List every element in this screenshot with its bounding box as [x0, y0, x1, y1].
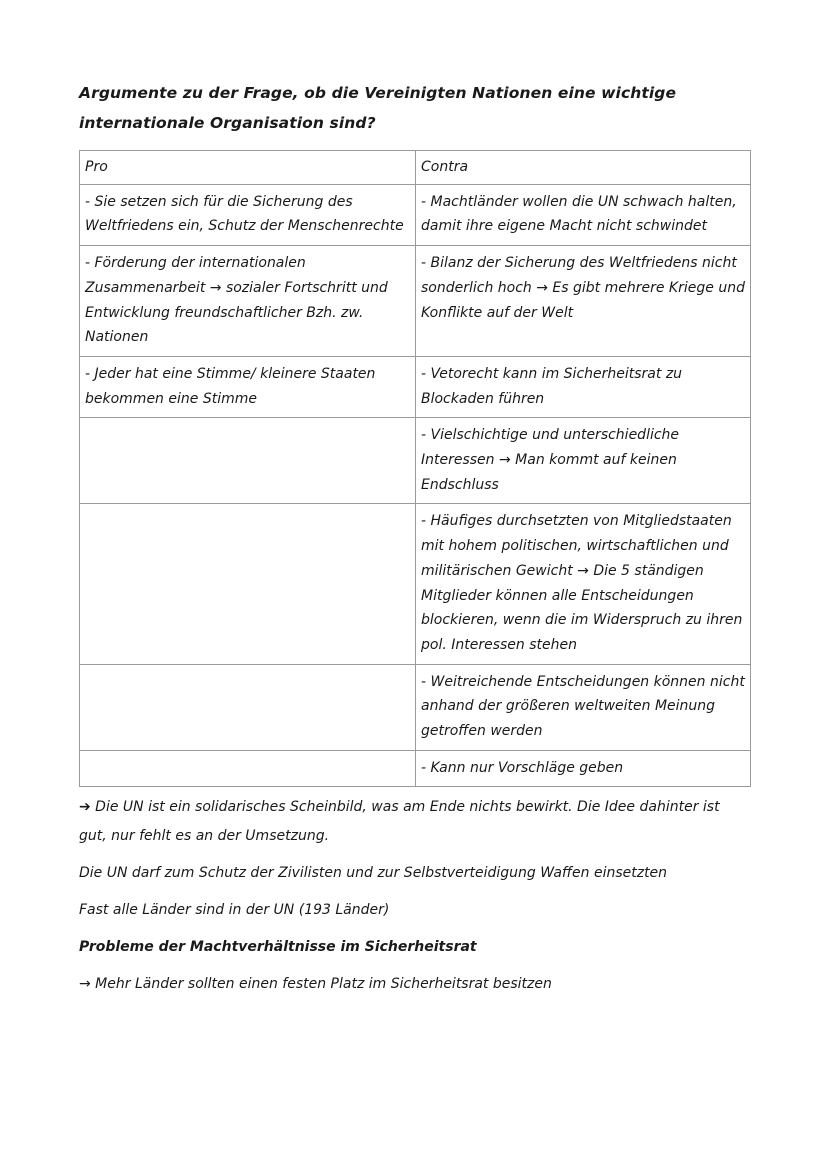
table-row — [80, 504, 751, 664]
contra-cell: - Kann nur Vorschläge geben — [416, 750, 751, 787]
document-title: Argumente zu der Frage, ob die Vereinigten Nationen eine wichtige internationale Organisation sind? — [79, 84, 677, 132]
pro-cell: - Jeder hat eine Stimme/ kleinere Staaten bekommen eine Stimme — [80, 356, 416, 417]
pro-cell — [80, 664, 416, 750]
weapons-text: Die UN darf zum Schutz der Zivilisten und zur Selbstverteidigung Waffen einsetzten — [79, 865, 668, 882]
contra-cell: - Weitreichende Entscheidungen können nicht anhand der größeren weltweiten Meinung getroffen werden — [416, 664, 751, 750]
notes-section — [79, 793, 750, 999]
contra-cell: - Bilanz der Sicherung des Weltfriedens nicht sonderlich hoch → Es gibt mehrere Kriege und Konflikte auf der Welt — [416, 246, 751, 357]
table-row — [80, 750, 751, 787]
table-row — [80, 664, 751, 750]
pro-cell: - Sie setzen sich für die Sicherung des Weltfriedens ein, Schutz der Menschenrechte — [80, 184, 416, 245]
contra-cell: - Machtländer wollen die UN schwach halten, damit ihre eigene Macht nicht schwindet — [416, 184, 751, 245]
members-text: Fast alle Länder sind in der UN (193 Länder) — [79, 902, 390, 919]
problems-point: → Mehr Länder sollten einen festen Platz im Sicherheitsrat besitzen — [79, 976, 552, 993]
table-header-row — [80, 151, 751, 185]
header-contra: Contra — [416, 151, 751, 185]
header-pro: Pro — [80, 151, 416, 185]
contra-cell: - Häufiges durchsetzten von Mitgliedstaaten mit hohem politischen, wirtschaftlichen und militärischen Gewicht → Die 5 ständigen Mitglieder können alle Entscheidungen blockieren, wenn die im Widerspruch zu ihren pol. Interessen stehen — [416, 504, 751, 664]
contra-cell: - Vielschichtige und unterschiedliche Interessen → Man kommt auf keinen Endschluss — [416, 418, 751, 504]
table-row — [80, 184, 751, 245]
table-row — [80, 246, 751, 357]
pro-cell — [80, 418, 416, 504]
conclusion-text: ➔ Die UN ist ein solidarisches Scheinbild, was am Ende nichts bewirkt. Die Idee dahinter ist gut, nur fehlt es an der Umsetzung. — [79, 799, 720, 845]
pro-cell — [80, 504, 416, 664]
arguments-table — [79, 150, 751, 787]
problems-heading: Probleme der Machtverhältnisse im Sicherheitsrat — [79, 939, 477, 956]
contra-cell: - Vetorecht kann im Sicherheitsrat zu Blockaden führen — [416, 356, 751, 417]
pro-cell — [80, 750, 416, 787]
table-row — [80, 418, 751, 504]
document-page — [79, 78, 750, 999]
table-row — [80, 356, 751, 417]
pro-cell: - Förderung der internationalen Zusammenarbeit → sozialer Fortschritt und Entwicklung freundschaftlicher Bzh. zw. Nationen — [80, 246, 416, 357]
